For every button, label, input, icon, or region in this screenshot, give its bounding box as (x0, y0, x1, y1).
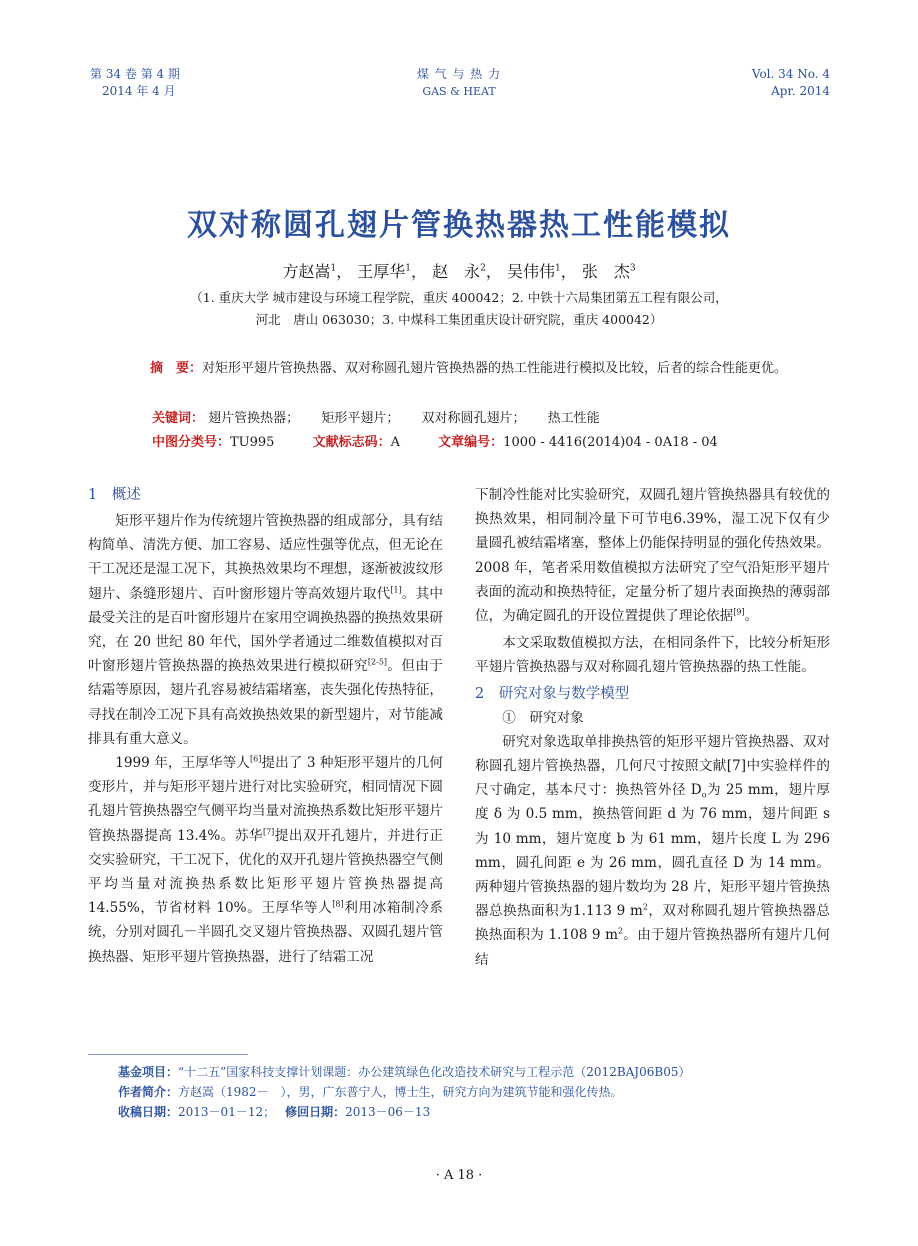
keyword-item: 矩形平翅片； (321, 411, 400, 426)
paragraph (475, 483, 830, 628)
citation: [8] (332, 899, 344, 909)
author-affil-mark: 3 (629, 263, 636, 274)
text-run: 。由于翅片管换热器所有翅片几何结 (475, 927, 831, 968)
text-run: ，双对称圆孔翅片管换热器总换热面积为 1.108 9 m (475, 903, 830, 944)
revised-date: 2013－06－13 (345, 1105, 431, 1119)
text-run: 为 25 mm，翅片厚度 δ 为 0.5 mm，换热管间距 d 为 76 mm，翅片间距 s 为 10 mm，翅片宽度 b 为 61 mm，翅片长度 L 为 296 mm，圆孔间距 e 为 26 mm，圆孔直径 D 为 14 mm。两种翅片管换热器的翅片数均为 28 片，矩形平翅片管换热器总换热面积为1.113 9 m (475, 782, 830, 920)
clc-label: 中图分类号： (152, 435, 231, 450)
keyword-item: 翅片管换热器； (208, 411, 300, 426)
citation: [2-5] (367, 657, 388, 667)
header-volume-issue: 第 34 卷 第 4 期 (90, 67, 180, 81)
revised-label: 修回日期： (285, 1105, 346, 1119)
abstract-text: 对矩形平翅片管换热器、双对称圆孔翅片管换热器的热工性能进行模拟及比较，后者的综合性能更优。 (202, 361, 788, 376)
text-run: 。其中最受关注的是百叶窗形翅片在家用空调换热器的换热效果研究，在 20 世纪 80 年代，国外学者通过二维数值模拟对百叶窗形翅片管换热器的换热效果进行模拟研究 (88, 585, 444, 675)
text-run: 1999 年，王厚华等人 (115, 755, 250, 772)
fund-label: 基金项目： (118, 1065, 179, 1079)
affiliation-line-1: （1. 重庆大学 城市建设与环境工程学院，重庆 400042；2. 中铁十六局集团第五工程有限公司， (190, 290, 728, 305)
abstract (118, 357, 822, 380)
classification-line (152, 432, 718, 454)
text-run: 。但由于结霜等原因，翅片孔容易被结霜堵塞，丧失强化传热特征，寻找在制冷工况下具有高效换热效果的新型翅片，对节能减排具有重大意义。 (88, 658, 444, 747)
citation: [9] (733, 607, 745, 617)
citation: [6] (249, 754, 262, 764)
text-run: 研究对象选取单排换热管的矩形平翅片管换热器、双对称圆孔翅片管换热器，几何尺寸按照文献[7]中实验样件的尺寸确定，基本尺寸：换热管外径 D (475, 733, 830, 799)
header-vol-no: Vol. 34 No. 4 (751, 67, 830, 81)
paragraph (88, 751, 443, 969)
text-run: 下制冷性能对比实验研究，双圆孔翅片管换热器具有较优的换热效果，相同制冷量下可节电6.39%，湿工况下仅有少量圆孔被结霜堵塞，整体上仍能保持明显的强化传热效果。2008 年，笔者采用数值模拟方法研究了空气沿矩形平翅片表面的流动和换热特征，定量分析了翅片表面换热的薄弱部位，为确定圆孔的开设位置提供了理论依据 (475, 487, 830, 625)
received-label: 收稿日期： (118, 1105, 179, 1119)
superscript: 2 (618, 926, 624, 936)
author-affil-mark: 1 (330, 263, 337, 274)
clc-value: TU995 (230, 435, 275, 450)
fund-text: “十二五”国家科技支撑计划课题：办公建筑绿色化改造技术研究与工程示范（2012BAJ06B05） (178, 1065, 691, 1079)
text-run: 。 (744, 608, 759, 625)
doc-code-label: 文献标志码： (312, 435, 391, 450)
header-journal-en: GAS & HEAT (422, 85, 496, 98)
keywords (152, 408, 618, 430)
header-volume-en (740, 66, 830, 100)
keyword-item: 热工性能 (547, 411, 600, 426)
superscript: 2 (642, 902, 648, 912)
footnote-author (118, 1083, 838, 1102)
text-run: 利用冰箱制冷系统，分别对圆孔－半圆孔交叉翅片管换热器、双圆孔翅片管换热器、矩形平翅片管换热器，进行了结霜工况 (88, 900, 443, 965)
article-no-label: 文章编号： (438, 435, 504, 450)
keyword-item: 双对称圆孔翅片； (421, 411, 526, 426)
text-run: 提出了 3 种矩形平翅片的几何变形片，并与矩形平翅片进行对比实验研究，相同情况下圆孔翅片管换热器空气侧平均当量对流换热系数比矩形平翅片管换热器提高 13.4%。苏华 (88, 755, 443, 844)
footnote-divider (88, 1054, 248, 1055)
subsection-heading: ① 研究对象 (502, 709, 584, 726)
author-affil-mark: 1 (554, 263, 561, 274)
author-name: 赵 永 (432, 262, 481, 281)
author-list: 方赵嵩$^1$， 王厚华$^1$， 赵 永$^2$， 吴伟伟$^1$， 张 杰$^3$ (282, 262, 636, 281)
affiliation-line-2: 河北 唐山 063030；3. 中煤科工集团重庆设计研究院，重庆 400042） (255, 312, 663, 327)
author-affil-mark: 2 (480, 263, 486, 274)
right-column-body (475, 483, 830, 972)
author-name: 张 杰 (581, 262, 630, 281)
article-no-value: 1000 - 4416(2014)04 - 0A18 - 04 (503, 435, 718, 450)
text-run: 提出双开孔翅片，并进行正交实验研究，干工况下，优化的双开孔翅片管换热器空气侧平均当量对流换热系数比矩形平翅片管换热器提高14.55%，节省材料 10%。王厚华等人 (88, 827, 443, 917)
keywords-label: 关键词： (152, 411, 205, 426)
author-affil-mark: 1 (405, 263, 412, 274)
footnote-dates (118, 1103, 838, 1122)
received-date: 2013－01－12； (178, 1105, 276, 1119)
paragraph (475, 730, 830, 972)
paragraph (88, 509, 443, 751)
author-name: 方赵嵩 (282, 262, 331, 281)
section-2-heading: 2 研究对象与数学模型 (475, 685, 630, 702)
author-bio-label: 作者简介： (118, 1085, 179, 1099)
text-run: 矩形平翅片作为传统翅片管换热器的组成部分，具有结构简单、清洗方便、加工容易、适应性强等优点，但无论在干工况还是湿工况下，其换热效果均不理想，逐渐被波纹形翅片、条缝形翅片、百叶窗形翅片等高效翅片取代 (88, 513, 443, 602)
subscript: o (701, 790, 707, 800)
header-date: 2014 年 4 月 (102, 84, 176, 98)
left-column-body (88, 509, 443, 969)
author-bio-text: 方赵嵩（1982－ ），男，广东普宁人，博士生，研究方向为建筑节能和强化传热。 (178, 1085, 623, 1099)
page-number: · A 18 · (435, 1168, 483, 1183)
paper-title: 双对称圆孔翅片管换热器热工性能模拟 (187, 208, 731, 243)
citation: [1] (390, 585, 402, 595)
abstract-label: 摘 要： (150, 361, 203, 376)
header-journal-cn: 煤 气 与 热 力 (416, 67, 502, 81)
paragraph: 本文采取数值模拟方法，在相同条件下，比较分析矩形平翅片管换热器与双对称圆孔翅片管换热器的热工性能。 (475, 635, 830, 676)
doc-code-value: A (390, 435, 401, 450)
section-1-heading: 1 概述 (88, 487, 141, 503)
header-month: Apr. 2014 (771, 84, 830, 98)
footnote-fund (118, 1063, 838, 1082)
citation: [7] (262, 827, 275, 837)
author-name: 王厚华 (357, 262, 406, 281)
author-name: 吴伟伟 (506, 262, 555, 281)
